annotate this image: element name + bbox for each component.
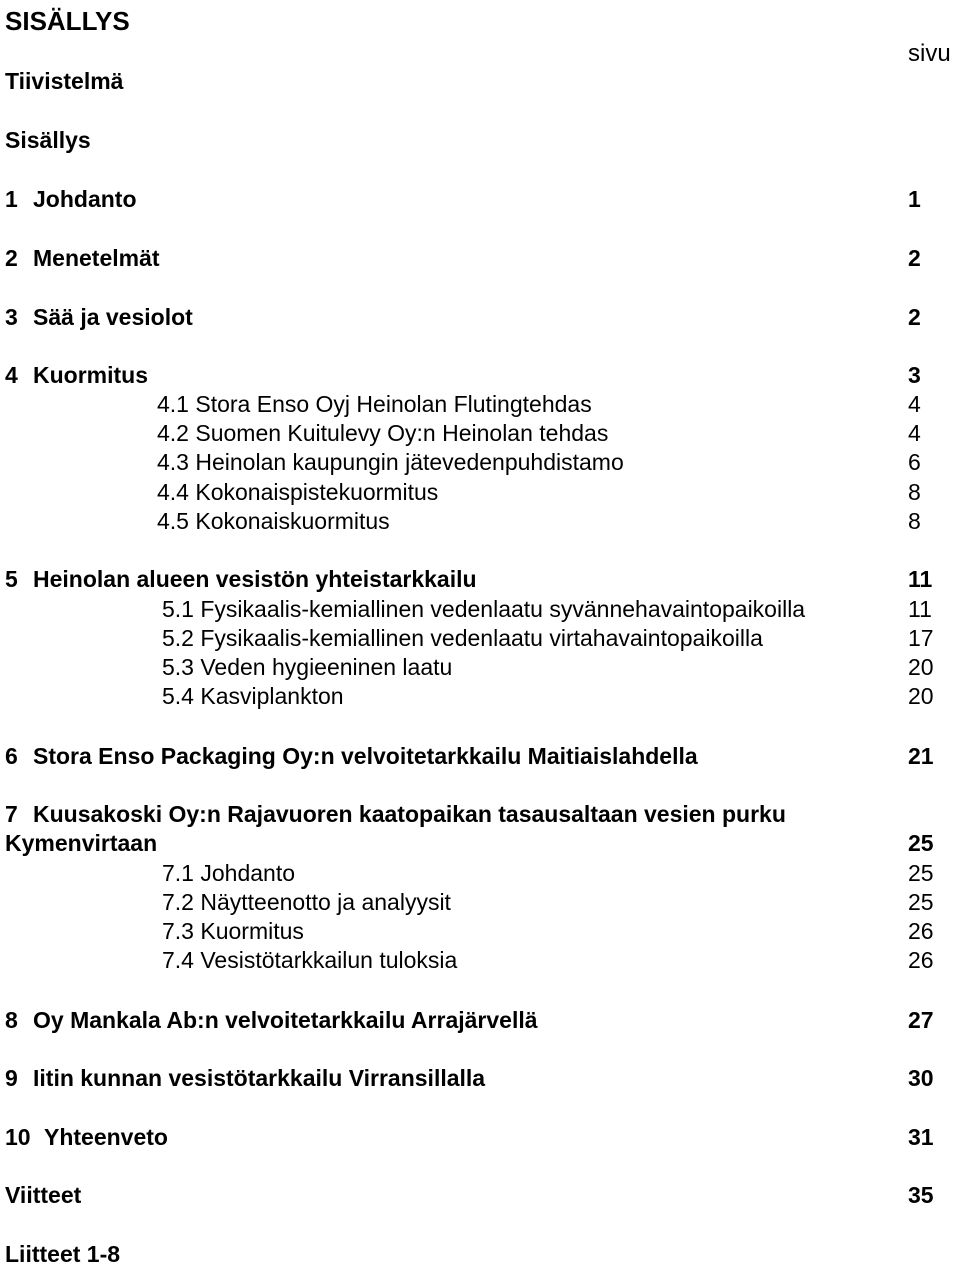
toc-page-number: 4 [908,420,921,446]
toc-page-number: 26 [908,918,934,944]
toc-page-number: 8 [908,508,921,534]
toc-page-number: 3 [908,362,921,388]
toc-entry-number: 1 [5,186,18,212]
toc-entry-number: 9 [5,1065,18,1091]
toc-page-number: 6 [908,449,921,475]
toc-entry-iitin-kunnan[interactable]: Iitin kunnan vesistötarkkailu Virransillalla [33,1065,486,1091]
toc-page-number: 21 [908,743,934,769]
toc-subentry[interactable]: 4.2 Suomen Kuitulevy Oy:n Heinolan tehdas [157,420,609,446]
toc-page-number: 20 [908,683,934,709]
toc-page-number: 25 [908,889,934,915]
toc-entry-number: 2 [5,245,18,271]
toc-page-number: 25 [908,860,934,886]
toc-entry-saa-ja-vesiolot[interactable]: Sää ja vesiolot [33,304,193,330]
toc-subentry[interactable]: 5.1 Fysikaalis-kemiallinen vedenlaatu syvännehavaintopaikoilla [162,596,806,622]
toc-entry-heinolan-yhteistarkkailu[interactable]: Heinolan alueen vesistön yhteistarkkailu [33,566,477,592]
toc-page-number: 31 [908,1124,934,1150]
toc-page-number: 4 [908,391,921,417]
toc-page-number: 1 [908,186,921,212]
toc-subentry[interactable]: 4.5 Kokonaiskuormitus [157,508,390,534]
toc-entry-johdanto[interactable]: Johdanto [33,186,137,212]
toc-page-number: 20 [908,654,934,680]
toc-title: SISÄLLYS [5,6,130,36]
toc-page-number: 2 [908,304,921,330]
toc-subentry[interactable]: 7.4 Vesistötarkkailun tuloksia [162,947,458,973]
toc-entry-yhteenveto[interactable]: Yhteenveto [44,1124,168,1150]
toc-entry-kuormitus[interactable]: Kuormitus [33,362,148,388]
toc-subentry[interactable]: 5.2 Fysikaalis-kemiallinen vedenlaatu virtahavaintopaikoilla [162,625,763,651]
toc-page-number: 11 [908,566,933,592]
toc-subentry[interactable]: 4.1 Stora Enso Oyj Heinolan Flutingtehdas [157,391,592,417]
toc-entry-number: 6 [5,743,18,769]
toc-page-number: 8 [908,479,921,505]
toc-page-number: 26 [908,947,934,973]
toc-entry-number: 10 [5,1124,31,1150]
toc-entry-viitteet[interactable]: Viitteet [5,1182,82,1208]
toc-subentry[interactable]: 5.4 Kasviplankton [162,683,344,709]
toc-page-number: 17 [908,625,934,651]
toc-page-number: 35 [908,1182,934,1208]
toc-page-number: 30 [908,1065,934,1091]
toc-subentry[interactable]: 7.1 Johdanto [162,860,296,886]
toc-entry-tiivistelma[interactable]: Tiivistelmä [5,68,124,94]
toc-page-number: 27 [908,1007,934,1033]
toc-entry-number: 5 [5,566,18,592]
toc-entry-liitteet[interactable]: Liitteet 1-8 [5,1241,121,1267]
toc-entry-kuusakoski-line2[interactable]: Kymenvirtaan [5,830,158,856]
toc-entry-number: 4 [5,362,18,388]
toc-entry-number: 8 [5,1007,18,1033]
toc-subentry[interactable]: 7.3 Kuormitus [162,918,304,944]
toc-subentry[interactable]: 7.2 Näytteenotto ja analyysit [162,889,451,915]
toc-entry-stora-enso-packaging[interactable]: Stora Enso Packaging Oy:n velvoitetarkkailu Maitiaislahdella [33,743,698,769]
toc-page-number: 2 [908,245,921,271]
toc-entry-kuusakoski[interactable]: Kuusakoski Oy:n Rajavuoren kaatopaikan tasausaltaan vesien purku [33,801,786,827]
page-column-label: sivu [908,40,951,67]
toc-entry-number: 7 [5,801,18,827]
toc-entry-number: 3 [5,304,18,330]
toc-entry-menetelmat[interactable]: Menetelmät [33,245,160,271]
toc-subentry[interactable]: 4.4 Kokonaispistekuormitus [157,479,439,505]
toc-page-number: 11 [908,596,932,622]
toc-entry-mankala[interactable]: Oy Mankala Ab:n velvoitetarkkailu Arrajärvellä [33,1007,538,1033]
toc-subentry[interactable]: 4.3 Heinolan kaupungin jätevedenpuhdistamo [157,449,624,475]
toc-entry-sisallys[interactable]: Sisällys [5,127,91,153]
toc-page-number: 25 [908,830,934,856]
toc-subentry[interactable]: 5.3 Veden hygieeninen laatu [162,654,453,680]
